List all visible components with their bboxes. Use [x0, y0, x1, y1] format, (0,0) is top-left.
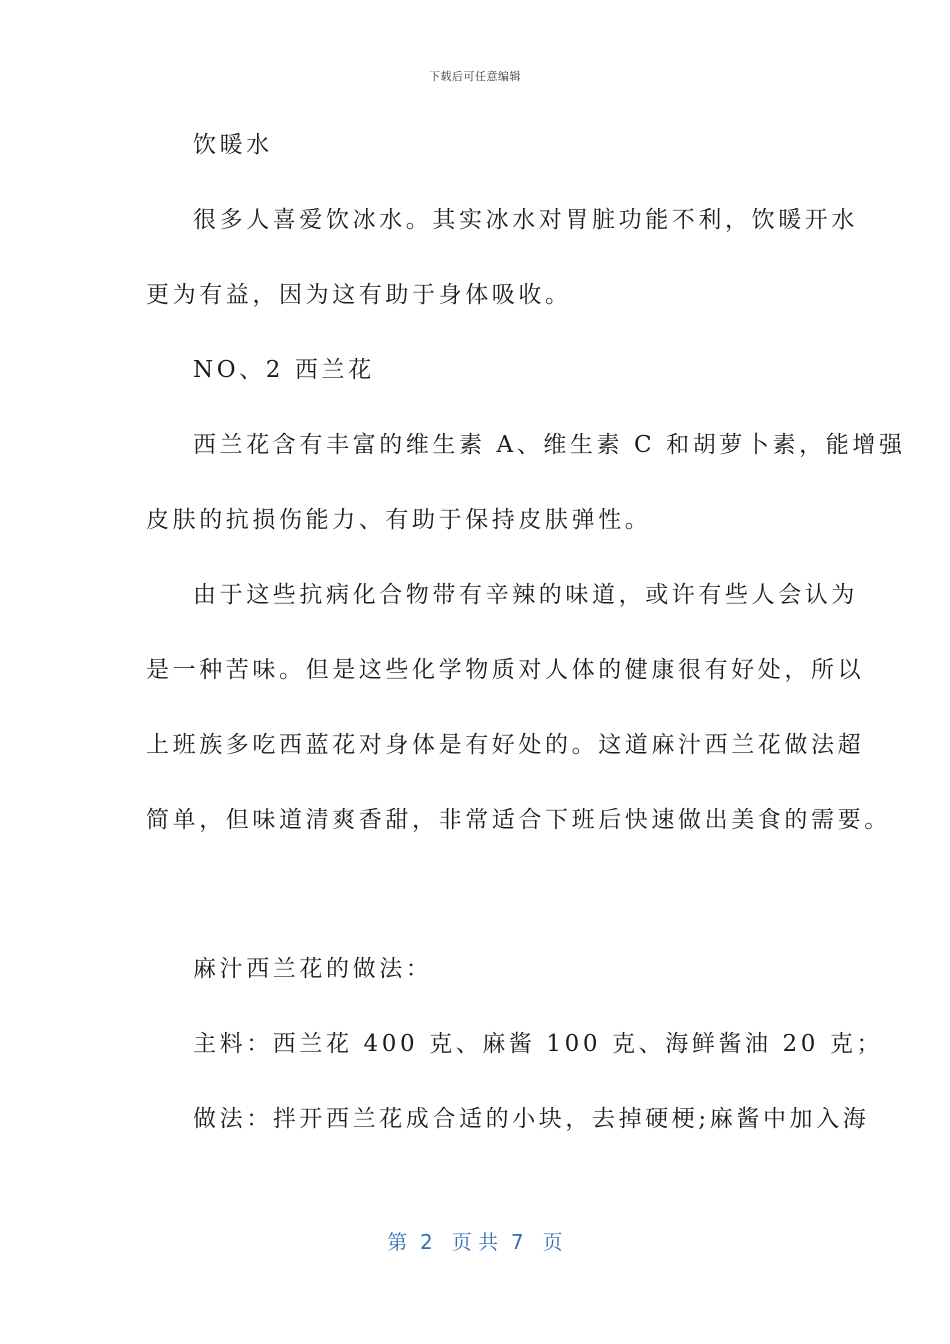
- paragraph-line: 更为有益，因为这有助于身体吸收。: [146, 282, 572, 308]
- header-note: 下载后可任意编辑: [429, 70, 521, 83]
- section-heading: NO、2 西兰花: [193, 357, 375, 383]
- paragraph-line: 是一种苦味。但是这些化学物质对人体的健康很有好处，所以: [146, 657, 865, 683]
- paragraph-line: 饮暖水: [193, 132, 273, 158]
- paragraph-line: 简单，但味道清爽香甜，非常适合下班后快速做出美食的需要。: [146, 807, 891, 833]
- paragraph-line: 上班族多吃西蓝花对身体是有好处的。这道麻汁西兰花做法超: [146, 732, 865, 758]
- paragraph-line: 很多人喜爱饮冰水。其实冰水对胃脏功能不利，饮暖开水: [193, 207, 858, 233]
- method-line: 做法：拌开西兰花成合适的小块，去掉硬梗;麻酱中加入海: [193, 1106, 870, 1132]
- recipe-heading: 麻汁西兰花的做法：: [193, 956, 433, 982]
- ingredients-line: 主料：西兰花 400 克、麻酱 100 克、海鲜酱油 20 克；: [193, 1031, 884, 1057]
- page-number-footer: 第 2 页 共 7 页: [387, 1230, 563, 1254]
- paragraph-line: 皮肤的抗损伤能力、有助于保持皮肤弹性。: [146, 507, 652, 533]
- paragraph-line: 西兰花含有丰富的维生素 A、维生素 C 和胡萝卜素，能增强: [193, 432, 906, 458]
- paragraph-line: 由于这些抗病化合物带有辛辣的味道，或许有些人会认为: [193, 582, 858, 608]
